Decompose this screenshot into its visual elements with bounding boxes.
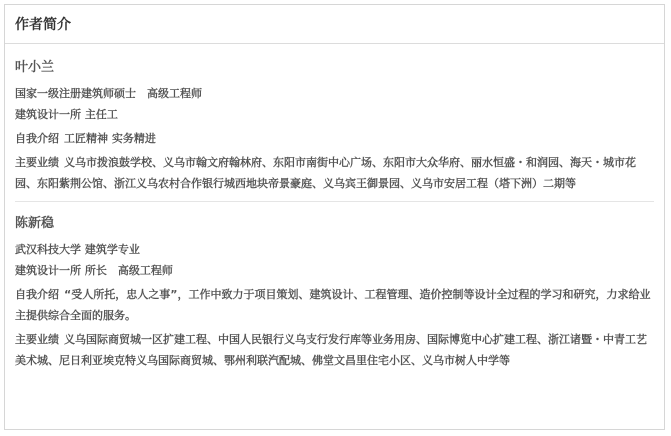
author-name: 陈新稳 <box>15 216 55 231</box>
author-works <box>15 329 654 371</box>
intro-label: 自我介绍 <box>15 288 59 301</box>
author-intro <box>15 284 654 326</box>
author-profile-panel <box>4 4 665 430</box>
works-label: 主要业绩 <box>15 156 59 169</box>
author-works <box>15 152 654 194</box>
works-label: 主要业绩 <box>15 333 59 346</box>
panel-header <box>5 5 664 44</box>
panel-title: 作者简介 <box>15 17 71 33</box>
author-name: 叶小兰 <box>15 60 55 75</box>
works-text: 义乌国际商贸城一区扩建工程、中国人民银行义乌支行发行库等业务用房、国际博览中心扩建工程、浙江诸暨・中青工艺美术城、尼日利亚埃克特义乌国际商贸城、鄂州利联汽配城、佛堂文昌里住宅小区、义乌市树人中学等 <box>15 333 647 367</box>
author-intro <box>15 128 654 149</box>
works-text: 义乌市拨浪鼓学校、义乌市翰文府翰林府、东阳市南街中心广场、东阳市大众华府、丽水恒盛・和润园、海天・城市花园、东阳紫荆公馆、浙江义乌农村合作银行城西地块帝景豪庭、义乌宾王御景园、义乌市安居工程（塔下洲）二期等 <box>15 156 636 190</box>
author-position: 建筑设计一所 所长 高级工程师 <box>15 264 173 277</box>
intro-text: 工匠精神 实务精进 <box>64 132 156 145</box>
author-position: 建筑设计一所 主任工 <box>15 108 118 121</box>
author-card <box>15 44 654 194</box>
author-credentials: 国家一级注册建筑师硕士 高级工程师 <box>15 87 202 100</box>
intro-label: 自我介绍 <box>15 132 59 145</box>
intro-text: “受人所托，忠人之事”，工作中致力于项目策划、建筑设计、工程管理、造价控制等设计全过程的学习和研究，力求给业主提供综合全面的服务。 <box>15 288 651 322</box>
panel-body <box>5 44 664 371</box>
author-credentials: 武汉科技大学 建筑学专业 <box>15 243 140 256</box>
author-card <box>15 201 654 371</box>
